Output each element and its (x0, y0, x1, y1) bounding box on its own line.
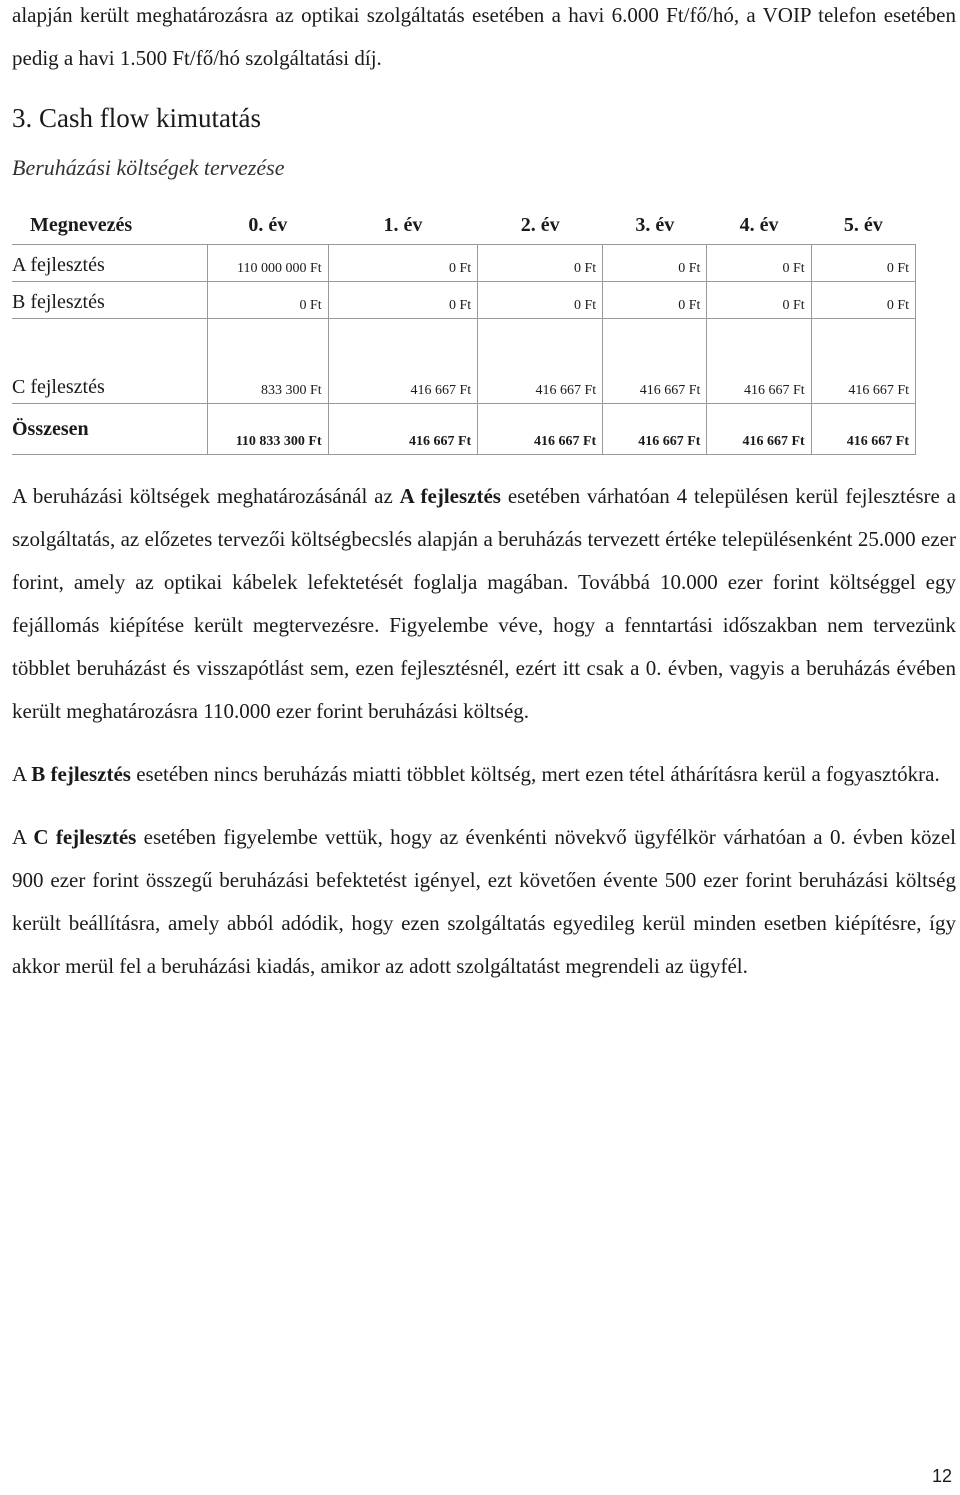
table-row (12, 319, 916, 404)
table-row (12, 282, 916, 319)
table-cell: 833 300 Ft (207, 319, 328, 404)
table-cell: 0 Ft (811, 282, 915, 319)
table-cell: 416 667 Ft (603, 404, 707, 455)
table-cell: 0 Ft (603, 245, 707, 282)
table-cell: 0 Ft (478, 282, 603, 319)
paragraph-c-development (12, 816, 956, 988)
paragraph-text: A (12, 762, 32, 786)
section-title: 3. Cash flow kimutatás (12, 103, 261, 133)
table-cell: 416 667 Ft (328, 319, 478, 404)
table-cell: 0 Ft (478, 245, 603, 282)
table-cell: 416 667 Ft (707, 404, 811, 455)
paragraph-a-development (12, 475, 956, 733)
table-cell: 0 Ft (603, 282, 707, 319)
table-header-cell: Megnevezés (30, 213, 133, 236)
row-label: C fejlesztés (12, 319, 207, 404)
intro-paragraph: alapján került meghatározásra az optikai szolgáltatás esetében a havi 6.000 Ft/fő/hó, a VOIP telefon esetében pedig a havi 1.500 Ft/fő/hó szolgáltatási díj. (12, 3, 956, 70)
paragraph-bold-term: B fejlesztés (31, 762, 131, 786)
table-cell: 110 000 000 Ft (207, 245, 328, 282)
table-header-cell: 1. év (383, 213, 423, 236)
table-cell: 416 667 Ft (328, 404, 478, 455)
paragraph-bold-term: A fejlesztés (399, 484, 501, 508)
table-header-cell: 3. év (635, 213, 675, 236)
subsection-title: Beruházási költségek tervezése (12, 155, 285, 180)
table-header-row (12, 206, 916, 245)
table-cell: 416 667 Ft (478, 319, 603, 404)
paragraph-text: esetében várhatóan 4 településen kerül fejlesztésre a szolgáltatás, az előzetes tervezői költségbecslés alapján a beruházás tervezett értéke településenként 25.000 ezer forint, amely az optikai kábelek lefektetését foglalja magában. Továbbá 10.000 ezer forint költséggel egy fejállomás kiépítése került megtervezésre. Figyelembe véve, hogy a fenntartási időszakban nem tervezünk többlet beruházást és visszapótlást sem, ezen fejlesztésnél, ezért itt csak a 0. évben, vagyis a beruházás évében került meghatározásra 110.000 ezer forint beruházási költség. (12, 484, 956, 723)
table-cell: 0 Ft (707, 245, 811, 282)
paragraph-bold-term: C fejlesztés (33, 825, 137, 849)
page-number: 12 (931, 1466, 952, 1486)
investment-cost-table (12, 206, 916, 455)
row-label: Összesen (12, 404, 207, 455)
table-header-cell: 4. év (739, 213, 779, 236)
table-cell: 0 Ft (328, 282, 478, 319)
table-cell: 0 Ft (811, 245, 915, 282)
paragraph-b-development (12, 753, 956, 796)
table-cell: 0 Ft (207, 282, 328, 319)
table-cell: 0 Ft (707, 282, 811, 319)
paragraph-text: A beruházási költségek meghatározásánál az (12, 484, 400, 508)
table-row (12, 245, 916, 282)
table-cell: 416 667 Ft (811, 319, 915, 404)
table-header-cell: 0. év (248, 213, 288, 236)
table-total-row (12, 404, 916, 455)
table-header-cell: 2. év (520, 213, 560, 236)
table-cell: 416 667 Ft (603, 319, 707, 404)
body-text (12, 475, 956, 988)
paragraph-text: esetében nincs beruházás miatti többlet költség, mert ezen tétel áthárításra kerül a fogyasztókra. (130, 762, 940, 786)
table-cell: 0 Ft (328, 245, 478, 282)
row-label: A fejlesztés (12, 245, 207, 282)
paragraph-text: A (12, 825, 34, 849)
table-cell: 416 667 Ft (811, 404, 915, 455)
table-cell: 416 667 Ft (707, 319, 811, 404)
table-header-cell: 5. év (843, 213, 883, 236)
row-label: B fejlesztés (12, 282, 207, 319)
table-cell: 110 833 300 Ft (207, 404, 328, 455)
paragraph-text: esetében figyelembe vettük, hogy az évenkénti növekvő ügyfélkör várhatóan a 0. évben közel 900 ezer forint összegű beruházási befektetést igényel, ezt követően évente 500 ezer forint beruházási költség került beállításra, amely abból adódik, hogy ezen szolgáltatás egyedileg kerül minden esetben kiépítésre, így akkor merül fel a beruházási kiadás, amikor az adott szolgáltatást megrendeli az ügyfél. (12, 825, 956, 978)
table-cell: 416 667 Ft (478, 404, 603, 455)
